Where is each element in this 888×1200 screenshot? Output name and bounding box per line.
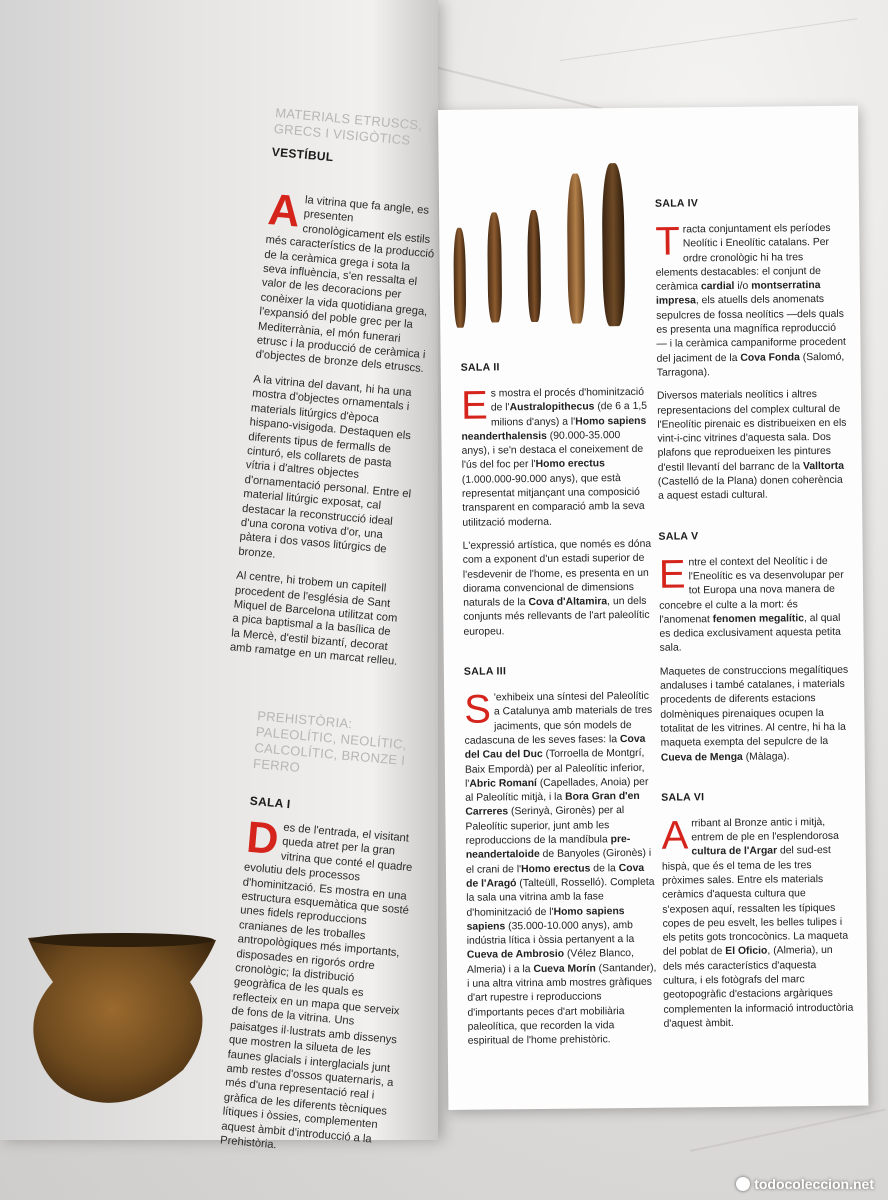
sala6-paragraph-1: Arribant al Bronze antic i mitjà, entrem de ple en l'esplendorosa cultura de l'Argar del sud-est hispà, que és el tema de les tres pròximes sales. Entre els materials ceràmics d'aquesta cultura que s'exposen aquí, ressalten les típiques copes de peu esvelt, les belles tulipes i els petits gots troncocònics. La maqueta del poblat de El Oficio, (Almeria), un dels més característics d'aquesta cultura, i els fotògrafs del marc geotopogràfic d'estacions argàriques complementen la informació introductòria d'aquest àmbit. xyxy=(661,813,854,1030)
stone-blade-4 xyxy=(567,173,586,323)
dropcap: D xyxy=(244,812,281,865)
right-page xyxy=(438,106,868,1110)
dropcap: T xyxy=(655,219,681,264)
sala4-paragraph-1: Tracta conjuntament els períodes Neolític i Eneolític catalans. Per ordre cronològic hi ha tres elements destacables: el conjunt de ceràmica cardial i/o montserratina impresa, els atuells dels anomenats sepulcres de fossa neolítics —dels quals es presenta una magnífica reproducció— i la ceràmica campaniforme procedent del jaciment de la Cova Fonda (Salomó, Tarragona). xyxy=(655,219,846,379)
sala5-title: SALA V xyxy=(658,529,699,543)
sala5-paragraph-2: Maquetes de construccions megalítiques andaluses i també catalanes, i materials procedents de diferents estacions dolmèniques pirenaiques ocupen la totalitat de les vitrines. Al centre, hi ha la maqueta exempta del sepulcre de la Cueva de Menga (Màlaga). xyxy=(659,664,849,764)
stone-blade-2 xyxy=(487,212,502,322)
watermark-logo-icon xyxy=(736,1177,750,1191)
sala2-paragraph-1: Es mostra el procés d'hominització de l'Australopithecus (de 6 a 1,5 milions d'anys) a l'Homo sapiens neanderthalensis (90.000-35.000 anys), i se'n destaca el coneixement de l'ús del foc per l'Homo erectus (1.000.000-90.000 anys), que està representat mitjançant una composició transparent en comparació amb la seva utilització moderna. xyxy=(460,383,648,529)
section-heading-materials: MATERIALS ETRUSCS, GRECS I VISIGÒTICS xyxy=(273,105,423,148)
dropcap: A xyxy=(661,813,689,858)
stone-blade-1 xyxy=(453,228,466,328)
vestibul-paragraph-3: Al centre, hi trobem un capitell procedent de l'església de Sant Miquel de Barcelona utilitzat com a pica baptismal a la basílica de la Mercè, d'estil bizantí, decorat amb ramatge en un marcat relleu. xyxy=(229,569,398,669)
sala4-paragraph-2: Diversos materials neolítics i altres representacions del complex cultural de l'Eneolític pirenaic es distribueixen en els vint-i-cinc vitrines d'aquesta sala. Dos plafons que reprodueixen les pintures d'estil llevantí del barranc de la Valltorta (Castelló de la Plana) donen coherència a aquest estadi cultural. xyxy=(656,389,847,503)
dropcap: E xyxy=(460,383,489,428)
bronze-vase-image xyxy=(18,930,223,1105)
vestibul-paragraph-2: A la vitrina del davant, hi ha una mostra d'objectes ornamentals i materials litúrgics d'època hispano-visigoda. Destaquen els diferents tipus de fermalls de cinturó, els collarets de pasta vítria i d'altres objectes d'ornamentació personal. Entre el material litúrgic exposat, cal destacar la reconstrucció ideal d'una corona votiva d'or, una pàtera i dos vasos litúrgics de bronze. xyxy=(237,373,412,561)
left-page xyxy=(0,0,438,1152)
dropcap: A xyxy=(266,185,303,237)
dropcap: E xyxy=(658,552,686,597)
sala1-title: SALA I xyxy=(249,793,292,812)
sala6-title: SALA VI xyxy=(661,791,705,804)
prehistoria-section xyxy=(219,708,428,1172)
vestibul-section xyxy=(270,105,445,184)
sala2-paragraph-2: L'expressió artística, que només es dóna com a exponent d'un estadi superior de l'esdevenir de l'home, es presenta en un diorama convencional de dimensions naturals de la Cova d'Altamira, un dels conjunts més rellevants de l'art paleolític europeu. xyxy=(462,538,652,638)
watermark: todocoleccion.net xyxy=(736,1176,874,1192)
sala5-paragraph-1: Entre el context del Neolític i de l'Eneolític es va desenvolupar per tot Europa una nova manera de concebre el culte a la mort: és l'anomenat fenomen megalític, al qual es dedica exclusivament aquesta petita sala. xyxy=(658,552,844,655)
column-right xyxy=(655,196,854,1041)
vestibul-text xyxy=(228,185,439,680)
stone-blade-3 xyxy=(527,210,541,322)
sala3-paragraph-1: S 'exhibeix una síntesi del Paleolític a Catalunya amb materials de tres jaciments, que són models de cadascuna de les seves fases: la Cova del Cau del Duc (Torroella de Montgrí, Baix Empordà) per al Paleolític inferior, l'Abric Romaní (Capellades, Anoia) per al Paleolític mitjà, i la Bora Gran d'en Carreres (Serinyà, Gironès) per al Paleolític superior, junt amb les reproduccions de la mandíbula pre-neandertaloide de Banyoles (Gironès) i el crani de l'Homo erectus de la Cova de l'Aragó (Talteüll, Rosselló). Completa la sala una vitrina amb la fase d'hominització de l'Homo sapiens sapiens (35.000-10.000 anys), amb indústria lítica i òssia pertanyent a la Cueva de Ambrosio (Vélez Blanco, Almeria) i a la Cueva Morín (Santander), i una altra vitrina amb mostres gràfiques d'art rupestre i reproduccions d'importants peces d'art mobiliària paleolítica, que recorden la vida espiritual de l'home prehistòric. xyxy=(464,687,657,1047)
column-left xyxy=(461,360,658,1058)
sala4-title: SALA IV xyxy=(654,197,699,210)
vestibul-paragraph-1: Ala vitrina que fa angle, es presenten cronològicament els estils més característics de la producció de la ceràmica grega i sota la seva influència, s'en ressalta el valor de les decoracions per conèixer la vida quotidiana grega, l'expansió del poble grec per la Mediterrània, el món funerari etrusc i la producció de ceràmica i d'objectes de bronze dels etruscs. xyxy=(255,185,435,376)
dropcap: S xyxy=(464,687,492,732)
vestibul-title: VESTÍBUL xyxy=(271,144,335,165)
sala1-paragraph: Des de l'entrada, el visitant queda atret per la gran vitrina que conté el quadre evolutiu dels processos d'hominització. Es mostra en una estructura esquemàtica que sosté unes fidels reproduccions cranianes de les troballes antropològiques més importants, disposades en rigorós ordre cronològic; la distribució geogràfica de les quals es reflecteix en un mapa que serveix de fons de la vitrina. Uns paisatges il·lustrats amb dissenys que mostren la silueta de les faunes glacials i interglacials junt amb restes d'ossos quaternaris, a més d'una representació real i gràfica de les diferents tècniques lítiques i òssies, complementen aquest àmbit d'introducció a la Prehistòria. xyxy=(219,812,413,1152)
sala3-title: SALA III xyxy=(463,665,507,678)
stone-blade-5 xyxy=(602,163,626,326)
section-heading-prehistoria: PREHISTÒRIA: PALEOLÍTIC, NEOLÍTIC, CALCOLÍTIC, BRONZE I FERRO xyxy=(252,708,408,775)
sala2-title: SALA II xyxy=(460,361,500,374)
